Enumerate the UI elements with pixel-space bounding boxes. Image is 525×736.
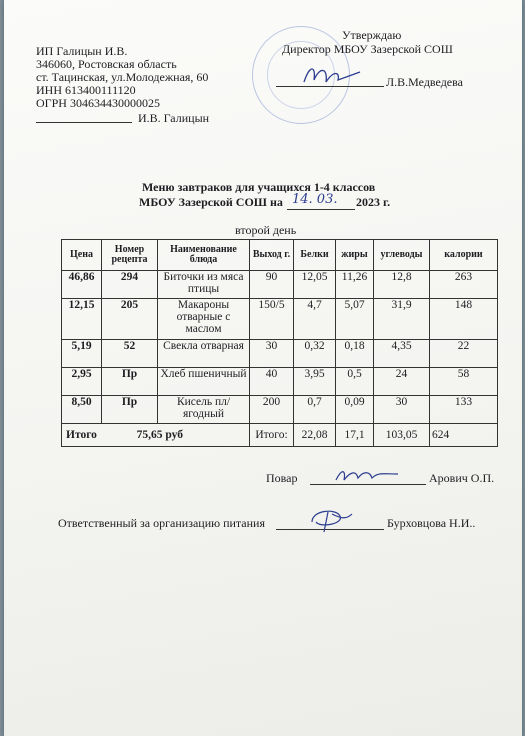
- director-signature: [300, 60, 370, 90]
- cell-yield: 90: [250, 271, 294, 299]
- cell-kcal: 58: [430, 368, 498, 396]
- col-dish: Наименование блюда: [158, 240, 250, 271]
- total-cell: [62, 424, 250, 447]
- approve-label: Утверждаю: [342, 28, 402, 42]
- org-address: 346060, Ростовская область: [36, 57, 177, 71]
- cell-carbs: 12,8: [374, 271, 430, 299]
- col-fats: жиры: [336, 240, 374, 271]
- cell-recipe: Пр: [102, 396, 158, 424]
- cell-price: 5,19: [62, 340, 102, 368]
- col-proteins: Белки: [294, 240, 336, 271]
- cook-signature: [334, 466, 404, 486]
- org-street: ст. Тацинская, ул.Молодежная, 60: [36, 70, 209, 84]
- cell-dish: Свекла отварная: [158, 340, 250, 368]
- cell-kcal: 133: [430, 396, 498, 424]
- org-name: ИП Галицын И.В.: [36, 44, 128, 58]
- total-proteins: 22,08: [294, 424, 336, 447]
- menu-table: [61, 239, 498, 447]
- menu-date: 14. 03.: [292, 192, 338, 207]
- table-row: [62, 340, 498, 368]
- total-sum: 75,65 руб: [136, 429, 183, 441]
- menu-title: Меню завтраков для учащихся 1-4 классов: [142, 180, 376, 194]
- col-kcal: калории: [430, 240, 498, 271]
- cell-dish: Макароны отварные с маслом: [158, 299, 250, 340]
- cell-recipe: 294: [102, 271, 158, 299]
- signature-line-left: [36, 122, 132, 123]
- org-ogrn: ОГРН 304634430000025: [36, 96, 160, 110]
- cell-proteins: 0,7: [294, 396, 336, 424]
- day-label: второй день: [235, 223, 297, 237]
- cell-recipe: Пр: [102, 368, 158, 396]
- menu-title-school: МБОУ Зазерской СОШ на: [139, 195, 283, 209]
- total-label: Итого: [66, 429, 97, 441]
- cell-price: 8,50: [62, 396, 102, 424]
- cell-proteins: 0,32: [294, 340, 336, 368]
- org-signer: И.В. Галицын: [138, 111, 210, 125]
- cell-proteins: 3,95: [294, 368, 336, 396]
- table-row: [62, 299, 498, 340]
- cell-yield: 30: [250, 340, 294, 368]
- col-recipe: Номер рецепта: [102, 240, 158, 271]
- cell-proteins: 12,05: [294, 271, 336, 299]
- cell-dish: Хлеб пшеничный: [158, 368, 250, 396]
- col-carbs: углеводы: [374, 240, 430, 271]
- org-inn: ИНН 613400111120: [36, 83, 136, 97]
- table-row: [62, 368, 498, 396]
- cell-proteins: 4,7: [294, 299, 336, 340]
- menu-year: 2023 г.: [356, 195, 391, 209]
- total-carbs: 103,05: [374, 424, 430, 447]
- total-kcal: 624: [430, 424, 498, 447]
- cook-name: Арович О.П.: [429, 471, 495, 485]
- col-price: Цена: [62, 240, 102, 271]
- director-name: Л.В.Медведева: [386, 75, 463, 89]
- cell-kcal: 148: [430, 299, 498, 340]
- cook-label: Повар: [266, 471, 298, 485]
- cell-recipe: 205: [102, 299, 158, 340]
- cell-kcal: 263: [430, 271, 498, 299]
- cell-carbs: 4,35: [374, 340, 430, 368]
- cell-price: 12,15: [62, 299, 102, 340]
- date-line: [287, 209, 355, 210]
- responsible-label: Ответственный за организацию питания: [58, 516, 265, 530]
- responsible-name: Бурховцова Н.И..: [387, 516, 476, 530]
- cell-carbs: 31,9: [374, 299, 430, 340]
- cell-fats: 0,18: [336, 340, 374, 368]
- cell-fats: 11,26: [336, 271, 374, 299]
- table-row: [62, 271, 498, 299]
- cell-yield: 40: [250, 368, 294, 396]
- cell-price: 2,95: [62, 368, 102, 396]
- cell-fats: 0,5: [336, 368, 374, 396]
- cell-dish: Кисель пл/ягодный: [158, 396, 250, 424]
- total-label-cell: Итого:: [250, 424, 294, 447]
- cell-fats: 0,09: [336, 396, 374, 424]
- cell-yield: 200: [250, 396, 294, 424]
- cell-fats: 5,07: [336, 299, 374, 340]
- responsible-signature: [306, 504, 356, 534]
- cell-kcal: 22: [430, 340, 498, 368]
- cell-carbs: 30: [374, 396, 430, 424]
- table-row: [62, 396, 498, 424]
- col-yield: Выход г.: [250, 240, 294, 271]
- director-title: Директор МБОУ Зазерской СОШ: [282, 42, 453, 56]
- cell-dish: Биточки из мяса птицы: [158, 271, 250, 299]
- cell-recipe: 52: [102, 340, 158, 368]
- table-total-row: [62, 424, 498, 447]
- document-page: [4, 0, 522, 736]
- total-fats: 17,1: [336, 424, 374, 447]
- table-header-row: [62, 240, 498, 271]
- cell-price: 46,86: [62, 271, 102, 299]
- cell-carbs: 24: [374, 368, 430, 396]
- cell-yield: 150/5: [250, 299, 294, 340]
